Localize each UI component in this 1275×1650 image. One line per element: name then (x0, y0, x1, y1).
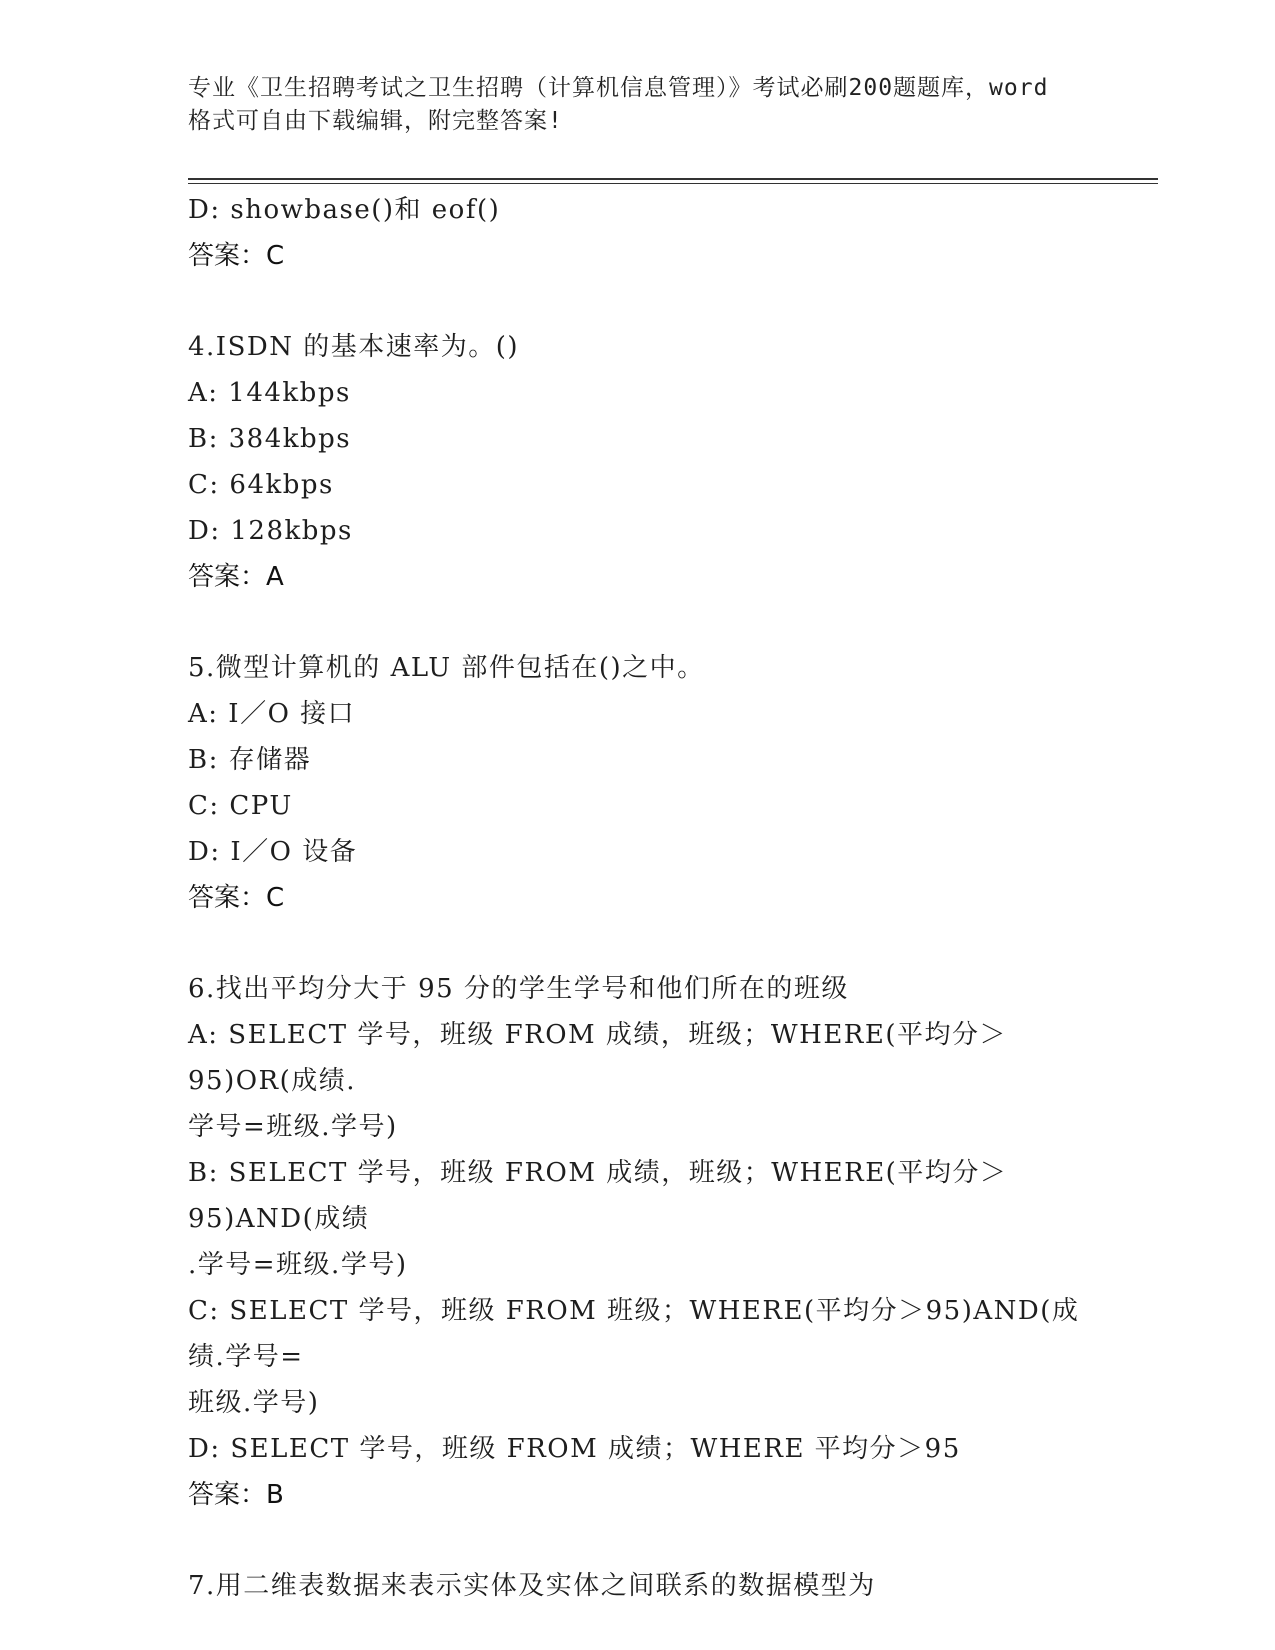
header-title-line-1: 专业《卫生招聘考试之卫生招聘（计算机信息管理）》考试必刷200题题库，word (188, 75, 1049, 101)
header-title-line-2: 格式可自由下载编辑，附完整答案! (188, 108, 563, 134)
document-header (188, 72, 1088, 138)
option-b-line-1: B: SELECT 学号，班级 FROM 成绩，班级；WHERE(平均分＞95)AND(成绩 (188, 1158, 1008, 1234)
option-d: D: I／O 设备 (188, 837, 358, 867)
question-7 (188, 1563, 1088, 1609)
question-stem: 6.找出平均分大于 95 分的学生学号和他们所在的班级 (188, 974, 849, 1004)
option-a: A: 144kbps (188, 378, 351, 408)
option-a-line-1: A: SELECT 学号，班级 FROM 成绩，班级；WHERE(平均分＞95)OR(成绩. (188, 1020, 1007, 1096)
question-list (188, 187, 1088, 1609)
question-stem: 7.用二维表数据来表示实体及实体之间联系的数据模型为 (188, 1571, 876, 1601)
question-3-answer: 答案：C (188, 241, 285, 271)
option-a: A: I／O 接口 (188, 699, 356, 729)
option-d: D: SELECT 学号，班级 FROM 成绩；WHERE 平均分＞95 (188, 1434, 961, 1464)
question-3-option-d: D: showbase()和 eof() (188, 195, 501, 225)
question-stem: 4.ISDN 的基本速率为。() (188, 332, 520, 362)
option-d: D: 128kbps (188, 516, 353, 546)
header-divider-thin (188, 183, 1158, 184)
option-c: C: 64kbps (188, 470, 334, 500)
answer: 答案：C (188, 883, 285, 913)
option-c-line-2: 班级.学号) (188, 1388, 320, 1418)
question-5 (188, 645, 1088, 921)
question-stem: 5.微型计算机的 ALU 部件包括在()之中。 (188, 653, 705, 683)
question-6 (188, 966, 1088, 1518)
option-c-line-1: C: SELECT 学号，班级 FROM 班级；WHERE(平均分＞95)AND(成绩.学号= (188, 1296, 1080, 1372)
option-c: C: CPU (188, 791, 293, 821)
answer: 答案：B (188, 1480, 284, 1510)
option-a-line-2: 学号=班级.学号) (188, 1112, 398, 1142)
option-b-line-2: .学号=班级.学号) (188, 1250, 408, 1280)
option-b: B: 存储器 (188, 745, 312, 775)
question-4 (188, 324, 1088, 600)
question-3-tail (188, 187, 1088, 279)
answer: 答案：A (188, 562, 284, 592)
header-divider-thick (188, 178, 1158, 180)
option-b: B: 384kbps (188, 424, 352, 454)
